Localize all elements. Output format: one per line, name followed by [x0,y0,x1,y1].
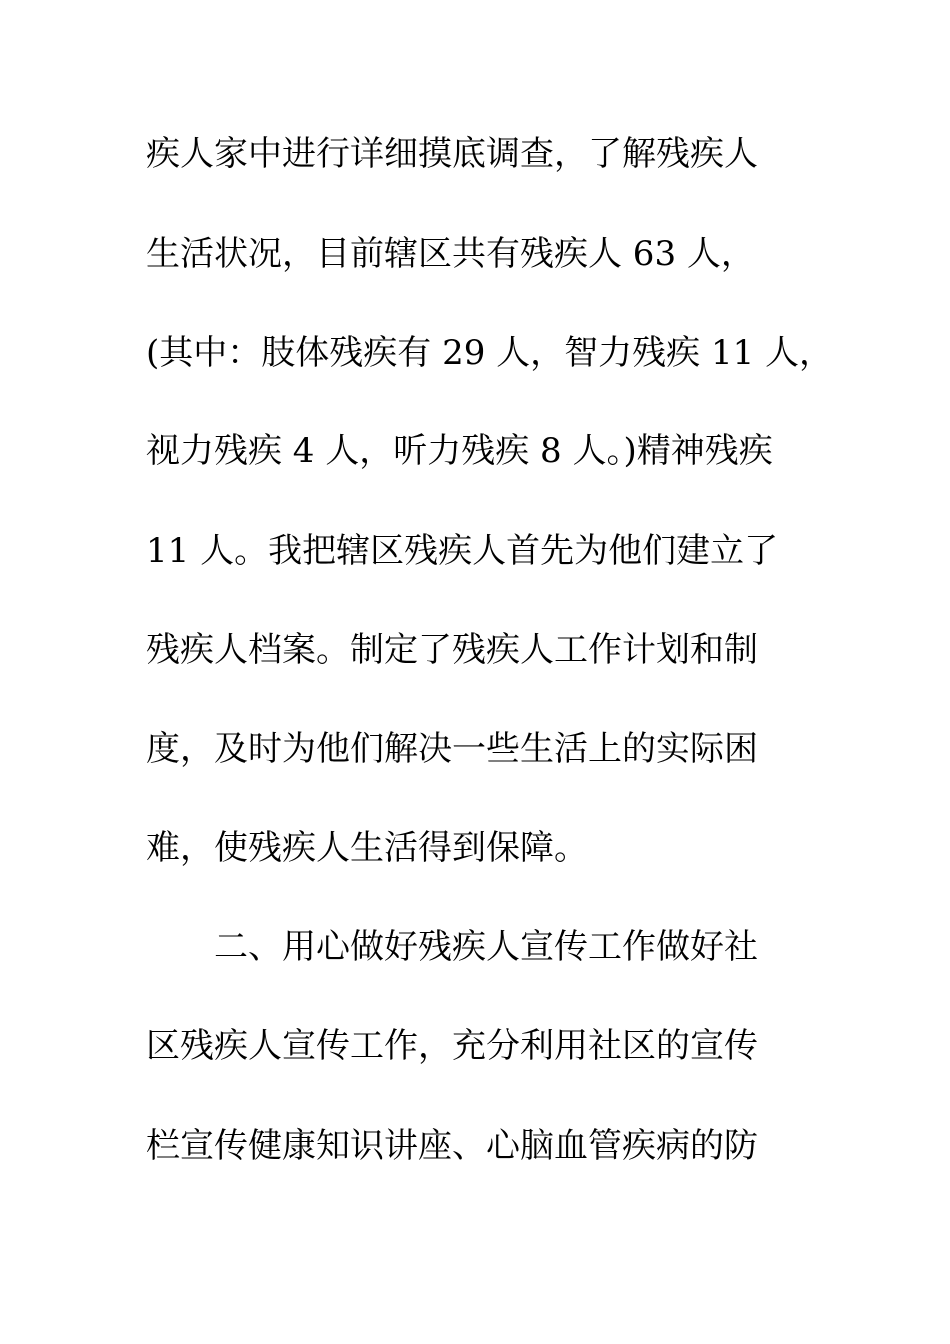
text-line: 疾人家中进行详细摸底调查，了解残疾人 [146,134,758,174]
text-line: 难，使残疾人生活得到保障。 [146,828,588,868]
text-line: 残疾人档案。制定了残疾人工作计划和制 [146,630,758,670]
text-line: (其中：肢体残疾有 29 人，智力残疾 11 人， [146,333,834,373]
text-line: 11 人。我把辖区残疾人首先为他们建立了 [146,531,779,571]
text-line: 生活状况，目前辖区共有残疾人 63 人， [146,234,755,274]
text-line: 区残疾人宣传工作，充分利用社区的宣传 [146,1026,758,1066]
text-line: 视力残疾 4 人，听力残疾 8 人。)精神残疾 [146,431,773,471]
text-line: 度，及时为他们解决一些生活上的实际困 [146,729,758,769]
text-line: 栏宣传健康知识讲座、心脑血管疾病的防 [146,1126,758,1166]
paragraph-first-line: 二、用心做好残疾人宣传工作做好社 [214,927,758,967]
